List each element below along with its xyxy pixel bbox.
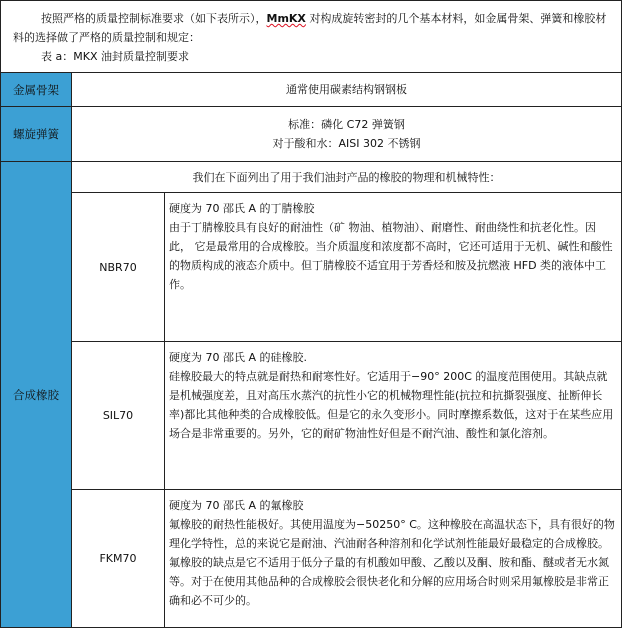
intro-section	[1, 1, 621, 73]
material-row-sil70	[72, 342, 621, 490]
metal-frame-label: 金属骨架	[1, 73, 72, 106]
intro-text-pre: 按照严格的质量控制标准要求（如下表所示），	[41, 12, 267, 25]
material-name: FKM70	[72, 490, 165, 627]
material-body: 硅橡胶最大的特点就是耐热和耐寒性好。它适用于−90° 200C 的温度范围使用。其缺点就是机械强度差，且对高压水蒸汽的抗性小它的机械物理性能(抗拉和抗撕裂强度、扯断伸长率)都比其他种类的合成橡胶低。但是它的永久变形小。同时摩擦系数低，这对于在某些应用场合是非常重要的。另外，它的耐矿物油性好但是不耐汽油、酸性和氯化溶剂。	[169, 370, 614, 440]
metal-frame-content	[72, 73, 621, 106]
spring-content	[72, 107, 621, 161]
material-title: 硬度为 70 邵氏 A 的硅橡胶.	[169, 351, 308, 364]
material-row-nbr70	[72, 193, 621, 342]
material-name: NBR70	[72, 193, 165, 341]
brand-name: MmKX	[266, 12, 306, 25]
rubber-label: 合成橡胶	[1, 162, 72, 627]
material-description	[165, 193, 621, 341]
material-description	[165, 490, 621, 627]
rubber-body	[72, 162, 621, 627]
material-title: 硬度为 70 邵氏 A 的丁腈橡胶	[169, 202, 315, 215]
spring-label: 螺旋弹簧	[1, 107, 72, 161]
material-description	[165, 342, 621, 489]
spring-standard: 标准：磷化 C72 弹簧钢	[288, 118, 405, 131]
metal-frame-row	[1, 73, 621, 107]
rubber-header: 我们在下面列出了用于我们油封产品的橡胶的物理和机械特性：	[72, 162, 621, 193]
material-row-fkm70	[72, 490, 621, 627]
metal-frame-text: 通常使用碳素结构钢钢板	[286, 83, 407, 96]
rubber-section	[1, 162, 621, 627]
material-body: 氟橡胶的耐热性能极好。其使用温度为−50250° C。这种橡胶在高温状态下，具有很好的物理化学特性，总的来说它是耐油、汽油耐各种溶剂和化学试剂性能最好最稳定的合成橡胶。氟橡胶的缺点是它不适用于低分子量的有机酸如甲酸、乙酸以及酮、胺和酯、醚或者无水氮等。对于在使用其他品种的合成橡胶会很快老化和分解的应用场合时则采用氟橡胶是非常正确和必不可少的。	[169, 518, 615, 607]
material-body: 由于丁腈橡胶具有良好的耐油性（矿 物油、植物油）、耐磨性、耐曲绕性和抗老化性。因此， 它是最常用的合成橡胶。当介质温度和浓度都不高时，它还可适用于无机、碱性和酸性的物质构成的液态介质中。但丁腈橡胶不适宜用于芳香烃和胺及抗燃液 HFD 类的液体中工作。	[169, 221, 613, 291]
intro-text-post: 对构成旋转密封的几个基本材料，如金属骨架、弹簧和橡胶材料的选择做了严格的质量控制和规定：	[13, 12, 607, 44]
table-caption: 表 a：MKX 油封质量控制要求	[41, 50, 189, 63]
material-title: 硬度为 70 邵氏 A 的氟橡胶	[169, 499, 304, 512]
intro-paragraph	[13, 9, 611, 47]
spring-row	[1, 107, 621, 162]
material-name: SIL70	[72, 342, 165, 489]
spring-acid-water: 对于酸和水：AISI 302 不锈钢	[272, 137, 421, 150]
